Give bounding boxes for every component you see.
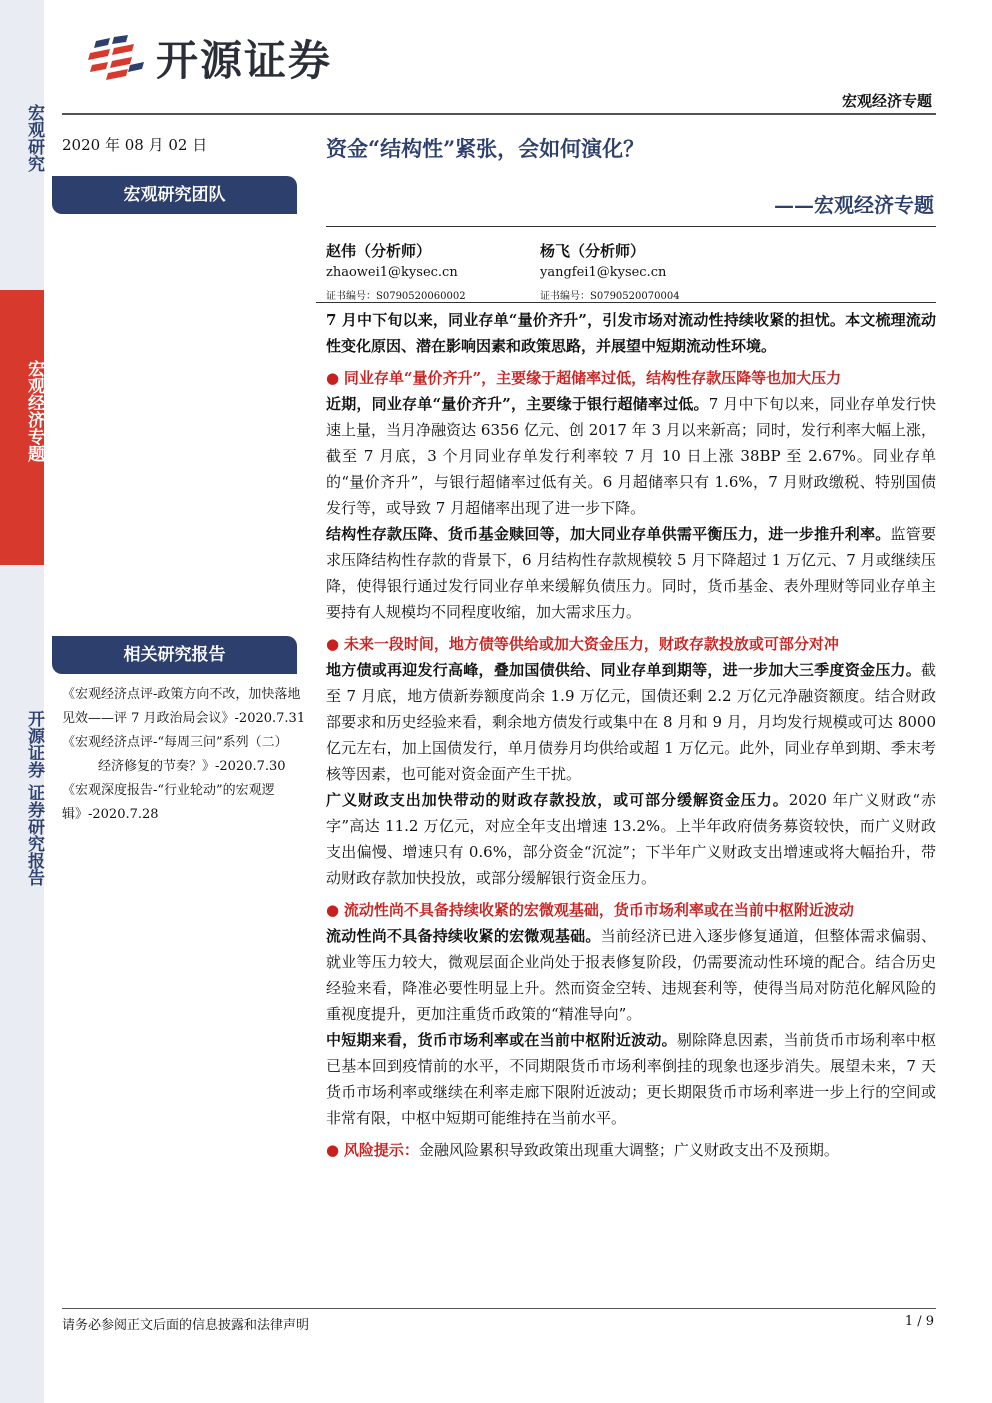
analyst-cert: 证书编号：S0790520070004 xyxy=(540,291,680,302)
related-reports-label: 相关研究报告 xyxy=(52,636,297,674)
related-report-item[interactable]: 《宏观经济点评-“每周三问”系列（二） xyxy=(62,735,288,750)
bullet-icon: ● xyxy=(326,1141,340,1159)
analyst-name: 赵伟（分析师） xyxy=(326,242,432,260)
analyst-cert: 证书编号：S0790520060002 xyxy=(326,291,466,302)
analyst-email[interactable]: zhaowei1@kysec.cn xyxy=(326,265,458,280)
logo-mark-icon xyxy=(88,35,146,81)
report-title: 资金“结构性”紧张，会如何演化？ xyxy=(326,136,645,161)
page-number: 1 / 9 xyxy=(904,1314,934,1329)
side-strip xyxy=(0,0,44,1403)
footer-disclaimer: 请务必参阅正文后面的信息披露和法律声明 xyxy=(62,1318,310,1333)
bullet-icon: ● xyxy=(326,369,340,387)
paragraph: 近期，同业存单“量价齐升”，主要缘于银行超储率过低。7 月中下旬以来，同业存单发行快速上量，当月净融资达 6356 亿元、创 2017 年 3 月以来新高；同时，发行利率大幅上涨，截至 7 月底，3 个月同业存单发行利率较 7 月 10 日上涨 38BP 至 2.67%。同业存单的“量价齐升”，与银行超储率过低有关。6 月超储率只有 1.6%，7 月财政缴税、特别国债发行等，或导致 7 月超储率出现了进一步下降。 xyxy=(326,395,936,517)
side-strip-label-middle: 宏观经济专题 xyxy=(24,360,44,462)
title-divider xyxy=(326,226,936,227)
paragraph: 广义财政支出加快带动的财政存款投放，或可部分缓解资金压力。2020 年广义财政“赤字”高达 11.2 万亿元，对应全年支出增速 13.2%。上半年政府债务募资较快，而广义财政支出偏慢、增速只有 0.6%，部分资金“沉淀”；下半年广义财政支出增速或将大幅抬升，带动财政存款加快投放，或部分缓解银行资金压力。 xyxy=(326,791,936,887)
related-report-item[interactable]: 《宏观深度报告-“行业轮动”的宏观逻辑》-2020.7.28 xyxy=(62,783,275,822)
footer-divider xyxy=(62,1308,936,1309)
header-tag: 宏观经济专题 xyxy=(841,92,932,110)
paragraph: 结构性存款压降、货币基金赎回等，加大同业存单供需平衡压力，进一步推升利率。监管要求压降结构性存款的背景下，6 月结构性存款规模较 5 月下降超过 1 万亿元、7 月或继续压降，使得银行通过发行同业存单来缓解负债压力。同时，货币基金、表外理财等同业存单主要持有人规模均不同程度收缩，加大需求压力。 xyxy=(326,525,936,621)
report-body xyxy=(326,307,936,1163)
company-logo xyxy=(88,28,332,88)
side-strip-label-bottom: 开源证券 证券研究报告 xyxy=(24,710,44,886)
paragraph: 地方债或再迎发行高峰，叠加国债供给、同业存单到期等，进一步加大三季度资金压力。截至 7 月底，地方债新券额度尚余 1.9 万亿元，国债还剩 2.2 万亿元净融资额度。结合财政部要求和历史经验来看，剩余地方债发行或集中在 8 月和 9 月，月均发行规模或可达 8000 亿元左右，加上国债发行，单月债券月均供给或超 1 万亿元。此外，同业存单到期、季末考核等因素，也可能对资金面产生干扰。 xyxy=(326,661,936,783)
related-reports-list xyxy=(62,683,308,827)
section-heading: ● 同业存单“量价齐升”，主要缘于超储率过低，结构性存款压降等也加大压力 xyxy=(326,369,842,387)
bullet-icon: ● xyxy=(326,635,340,653)
team-label: 宏观研究团队 xyxy=(52,176,297,214)
paragraph: 流动性尚不具备持续收紧的宏微观基础。当前经济已进入逐步修复通道，但整体需求偏弱、就业等压力较大，微观层面企业尚处于报表修复阶段，仍需要流动性环境的配合。结合历史经验来看，降准必要性明显上升。然而资金空转、违规套利等，使得当局对防范化解风险的重视度提升，更加注重货币政策的“精准导向”。 xyxy=(326,927,936,1023)
analyst-email[interactable]: yangfei1@kysec.cn xyxy=(540,265,667,280)
header-divider xyxy=(62,113,936,115)
analyst-name: 杨飞（分析师） xyxy=(540,242,646,260)
report-subtitle: ——宏观经济专题 xyxy=(774,193,934,217)
related-report-item[interactable]: 经济修复的节奏？》-2020.7.30 xyxy=(98,759,286,774)
report-date: 2020 年 08 月 02 日 xyxy=(62,136,208,154)
side-strip-label-top: 宏观研究 xyxy=(24,104,44,172)
risk-note: ● 风险提示：金融风险累积导致政策出现重大调整；广义财政支出不及预期。 xyxy=(326,1141,839,1159)
section-heading: ● 未来一段时间，地方债等供给或加大资金压力，财政存款投放或可部分对冲 xyxy=(326,635,839,653)
related-report-item[interactable]: 《宏观经济点评-政策方向不改，加快落地见效——评 7 月政治局会议》-2020.7.31 xyxy=(62,687,306,726)
analyst-divider xyxy=(316,302,936,303)
paragraph: 中短期来看，货币市场利率或在当前中枢附近波动。剔除降息因素，当前货币市场利率中枢已基本回到疫情前的水平，不同期限货币市场利率倒挂的现象也逐步消失。展望未来，7 天货币市场利率或继续在利率走廊下限附近波动；更长期限货币市场利率进一步上行的空间或非常有限，中枢中短期可能维持在当前水平。 xyxy=(326,1031,936,1127)
section-heading: ● 流动性尚不具备持续收紧的宏微观基础，货币市场利率或在当前中枢附近波动 xyxy=(326,901,854,919)
abstract: 7 月中下旬以来，同业存单“量价齐升”，引发市场对流动性持续收紧的担忧。本文梳理流动性变化原因、潜在影响因素和政策思路，并展望中短期流动性环境。 xyxy=(326,311,936,355)
bullet-icon: ● xyxy=(326,901,340,919)
logo-text: 开源证券 xyxy=(156,36,333,85)
